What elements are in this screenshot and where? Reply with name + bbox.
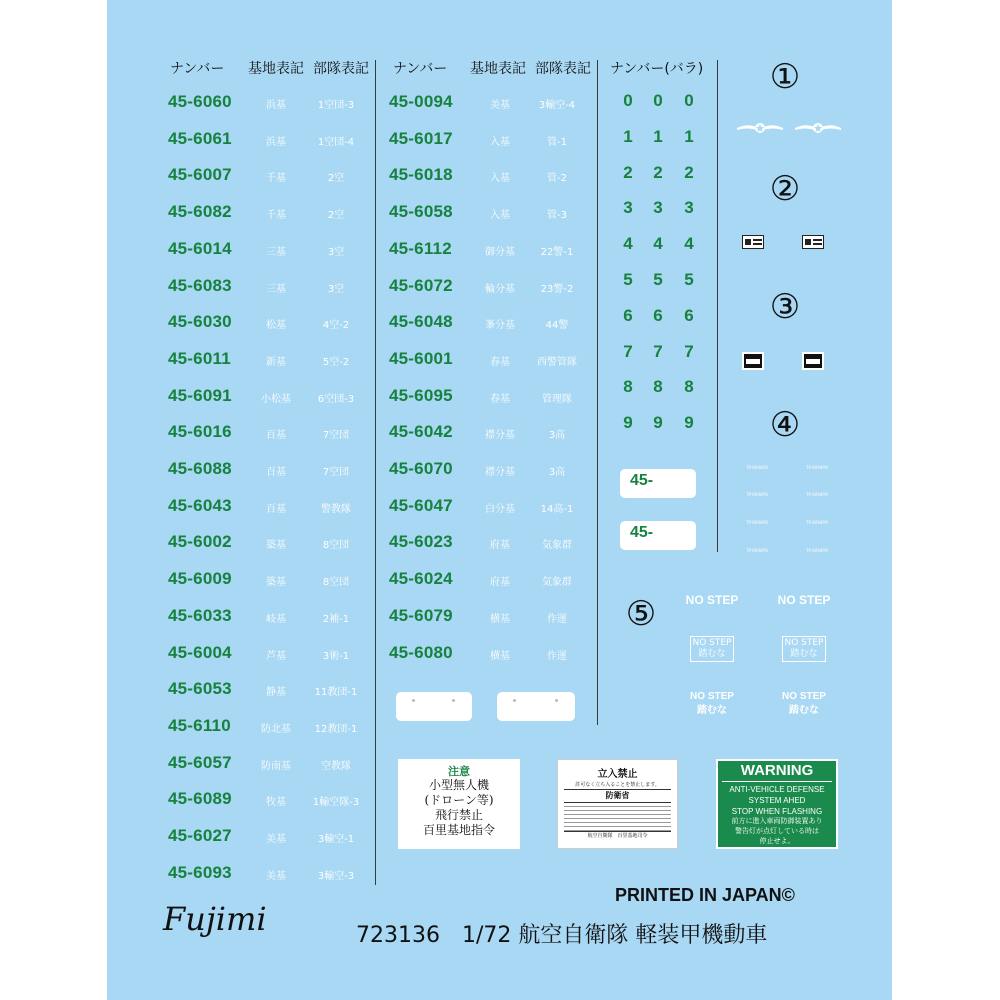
loose-digit: 6 [623, 305, 633, 325]
loose-digit: 3 [623, 198, 633, 218]
warning-line2: SYSTEM AHED [748, 796, 806, 805]
tiny-stencil: TP-6094PO [746, 520, 768, 525]
col3-number-header: ナンバー(バラ) [610, 61, 704, 77]
warning-line5: 警告灯が点灯している時は [735, 828, 819, 835]
no-step-stack-en: NO STEP [690, 691, 734, 702]
base-marking: 新基 [266, 356, 286, 368]
decal-number: 45-6017 [389, 128, 453, 148]
decal-number: 45-6088 [168, 459, 232, 478]
base-marking: 入基 [490, 136, 510, 148]
unit-marking: 1輸空隊-3 [312, 797, 360, 809]
tiny-stencil: TP-6094PO [746, 492, 768, 497]
wing-emblem-icon [793, 121, 843, 135]
entry-notice-footer: 航空自衛隊 百里基地司令 [587, 833, 648, 839]
decal-number: 45-6061 [168, 128, 232, 148]
no-step-stack-decal [690, 690, 734, 718]
base-marking: 白分基 [485, 503, 515, 515]
loose-digit: 2 [684, 162, 694, 182]
section-marker-3: ③ [769, 287, 801, 327]
base-marking: 松基 [266, 320, 286, 332]
unit-marking: 3高 [548, 430, 566, 442]
loose-digit: 5 [623, 270, 633, 289]
brand-logo: Fujimi [163, 900, 267, 938]
unit-marking: 3術-1 [322, 650, 350, 662]
unit-marking: 2空 [327, 210, 345, 222]
base-marking: 横基 [490, 650, 510, 662]
decal-number: 45-6057 [168, 752, 232, 772]
col2-base-header: 基地表記 [470, 61, 526, 77]
no-step-decal: NO STEP [777, 593, 831, 607]
tiny-stencil: TP-6094PO [806, 548, 828, 553]
unit-marking: 7空団 [322, 467, 350, 478]
base-marking: 浜基 [266, 100, 286, 111]
unit-marking: 空教隊 [321, 760, 351, 772]
base-marking: 防北基 [261, 723, 291, 735]
base-marking: 静基 [266, 687, 286, 699]
decal-number: 45-6011 [168, 348, 231, 368]
loose-digit: 6 [653, 305, 663, 325]
loose-digit: 7 [684, 341, 694, 361]
unit-marking: 14高-1 [540, 503, 574, 515]
no-step-box-decal [782, 636, 826, 662]
dark-marking-decal [802, 352, 824, 370]
entry-notice-title: 立入禁止 [597, 769, 638, 780]
col1-number-header: ナンバー [170, 61, 225, 77]
base-marking: 小松基 [261, 393, 291, 405]
base-marking: 御分基 [485, 246, 515, 258]
base-marking: 美基 [490, 100, 510, 111]
unit-marking: 12教団-1 [314, 723, 358, 735]
tiny-stencil: TP-6094PO [746, 548, 768, 553]
decal-number: 45-6095 [389, 385, 453, 405]
loose-digit: 9 [623, 413, 633, 433]
decal-number: 45-6027 [168, 826, 232, 845]
section-marker-5: ⑤ [625, 594, 657, 634]
no-step-stack-decal [782, 690, 826, 718]
loose-digit: 0 [653, 91, 663, 110]
no-step-stack-jp: 踏むな [697, 705, 727, 716]
unit-marking: 管理隊 [542, 393, 572, 405]
decal-number: 45-6001 [389, 348, 453, 368]
unit-marking: 1空団-3 [317, 100, 355, 111]
base-marking: 牧基 [266, 797, 286, 809]
base-marking: 輪分基 [485, 283, 515, 295]
base-marking: 美基 [266, 834, 286, 845]
base-marking: 春基 [490, 356, 510, 368]
unit-marking: 気象群 [542, 577, 572, 589]
unit-marking: 3輸空-3 [317, 870, 355, 882]
loose-digit: 6 [684, 305, 694, 325]
entry-notice-body [564, 802, 671, 832]
no-step-box-jp: 踏むな [790, 649, 818, 659]
decal-number: 45-6009 [168, 569, 232, 589]
unit-marking: 22警-1 [540, 246, 574, 258]
section-marker-4: ④ [769, 405, 801, 445]
column-divider [597, 60, 598, 725]
loose-digit: 4 [623, 234, 633, 254]
warning-line4: 前方に進入車両防御装置あり [731, 818, 823, 825]
entry-notice-authority: 防衛省 [564, 789, 671, 802]
decal-number: 45-6091 [168, 385, 232, 405]
base-marking: 百基 [266, 503, 286, 515]
base-marking: 入基 [490, 173, 510, 185]
loose-digit: 8 [684, 377, 694, 397]
warning-line3: STOP WHEN FLASHING [731, 807, 823, 816]
base-marking: 浜基 [266, 136, 286, 148]
wing-emblem-icon [735, 121, 785, 135]
base-marking: 防南基 [261, 760, 291, 772]
section-marker-1: ① [769, 57, 801, 97]
number-plate-decal [620, 521, 696, 550]
loose-digit: 0 [684, 91, 694, 110]
base-marking: 峯分基 [485, 320, 515, 332]
unit-marking: 11教団-1 [314, 687, 358, 699]
decal-number: 45-6014 [168, 238, 232, 258]
decal-number: 45-6089 [168, 789, 232, 809]
no-step-box-jp: 踏むな [698, 649, 726, 659]
base-marking: 百基 [266, 430, 286, 442]
no-step-box-decal [690, 636, 734, 662]
dark-marking-decal [742, 352, 764, 370]
unit-marking: 警教隊 [321, 503, 351, 515]
base-marking: 岐基 [266, 613, 286, 625]
decal-number: 45-6047 [389, 495, 453, 515]
drone-notice-line4: 百里基地指令 [422, 823, 495, 837]
base-marking: 築基 [266, 577, 286, 589]
section-marker-2: ② [769, 169, 801, 209]
loose-digit: 5 [684, 270, 694, 289]
number-plate-decal [620, 469, 696, 498]
loose-digit: 9 [684, 413, 694, 433]
decal-number: 45-6030 [168, 312, 232, 332]
unit-marking: 8空団 [322, 540, 350, 552]
loose-digit: 1 [653, 126, 663, 146]
drone-notice-line3: 飛行禁止 [434, 808, 483, 822]
base-marking: 三基 [266, 283, 286, 295]
decal-number: 45-6079 [389, 605, 453, 625]
decal-number: 45-6033 [168, 605, 232, 625]
loose-digit: 7 [623, 341, 633, 361]
plate-prefix: 45- [630, 524, 654, 541]
decal-number: 45-6070 [389, 459, 453, 478]
drone-notice-decal [398, 759, 520, 849]
decal-number: 45-6043 [168, 495, 232, 515]
unit-marking: 管-1 [547, 136, 567, 148]
base-marking: 府基 [490, 540, 510, 552]
decal-number: 45-6007 [168, 165, 232, 185]
decal-number: 45-6023 [389, 532, 453, 552]
tiny-stencil: TP-6094PO [806, 520, 828, 525]
base-marking: 入基 [490, 210, 510, 222]
warning-title: WARNING [722, 761, 832, 782]
no-step-stack-en: NO STEP [782, 691, 826, 702]
loose-digit: 4 [653, 234, 663, 254]
col1-base-header: 基地表記 [248, 61, 304, 77]
unit-marking: 3空 [327, 283, 345, 295]
loose-digit: 4 [684, 234, 694, 254]
unit-marking: 4空-2 [322, 320, 350, 332]
unit-marking: 3高 [548, 467, 566, 478]
loose-digit: 3 [653, 198, 663, 218]
decal-number: 45-6110 [168, 715, 231, 735]
tiny-stencil: TP-6094PO [806, 465, 828, 470]
blank-plate-decal [497, 692, 575, 721]
unit-marking: 気象群 [542, 540, 572, 552]
plate-prefix: 45- [630, 472, 654, 489]
no-step-box-en: NO STEP [784, 638, 824, 648]
unit-marking: 23警-2 [540, 283, 574, 295]
loose-digit: 1 [684, 126, 694, 146]
unit-marking: 3輸空-4 [538, 100, 576, 111]
decal-number: 45-6093 [168, 862, 232, 882]
decal-number: 45-6004 [168, 642, 232, 662]
decal-number: 45-6058 [389, 202, 453, 222]
base-marking: 府基 [490, 577, 510, 589]
unit-marking: 8空団 [322, 577, 350, 589]
unit-marking: 2空 [327, 173, 345, 185]
decal-number: 45-6080 [389, 642, 453, 662]
loose-digit: 9 [653, 413, 663, 433]
unit-marking: 管-3 [547, 210, 567, 222]
unit-marking: 2補-1 [322, 613, 350, 625]
decal-number: 45-6024 [389, 569, 453, 589]
loose-digit: 8 [653, 377, 663, 397]
base-marking: 横基 [490, 613, 510, 625]
warning-sign-decal [716, 759, 838, 849]
base-marking: 美基 [266, 870, 286, 882]
unit-marking: 6空団-3 [317, 393, 355, 405]
no-step-box-en: NO STEP [692, 638, 732, 648]
tiny-stencil: TP-6094PO [746, 465, 768, 470]
warning-line1: ANTI-VEHICLE DEFENSE [729, 785, 825, 794]
base-marking: 三基 [266, 246, 286, 258]
decal-number: 45-6053 [168, 679, 232, 699]
decal-number: 45-6072 [389, 275, 453, 295]
entry-notice-subtitle: 許可なく立ち入ることを禁止します。 [575, 782, 660, 788]
unit-marking: 7空団 [322, 430, 350, 442]
loose-digit: 2 [623, 162, 633, 182]
decal-number: 45-6016 [168, 422, 232, 442]
small-marking-decal [742, 235, 764, 249]
decal-number: 45-6042 [389, 422, 453, 442]
blank-plate-decal [396, 692, 472, 721]
no-step-decal: NO STEP [685, 593, 739, 607]
unit-marking: 西警管隊 [537, 356, 577, 368]
product-title: 723136 1/72 航空自衛隊 軽装甲機動車 [356, 923, 768, 948]
drone-notice-line2: (ドローン等) [424, 793, 494, 807]
unit-marking: 管-2 [547, 173, 567, 185]
unit-marking: 5空-2 [322, 356, 350, 368]
column-divider [375, 60, 376, 885]
base-marking: 襟分基 [485, 430, 515, 442]
decal-number: 45-6002 [168, 532, 232, 552]
unit-marking: 3輸空-1 [317, 834, 355, 845]
small-marking-decal [802, 235, 824, 249]
base-marking: 百基 [266, 467, 286, 478]
col1-unit-header: 部隊表記 [313, 61, 369, 77]
loose-digit: 0 [623, 91, 633, 110]
loose-digit: 7 [653, 341, 663, 361]
col2-unit-header: 部隊表記 [535, 61, 591, 77]
printed-in-japan: PRINTED IN JAPAN© [615, 885, 795, 905]
base-marking: 芦基 [266, 650, 286, 662]
loose-digit: 3 [684, 198, 694, 218]
unit-marking: 44警 [545, 320, 569, 332]
entry-prohibited-decal [557, 759, 678, 849]
warning-line6: 停止せよ。 [759, 838, 795, 845]
loose-digit: 1 [623, 126, 633, 146]
decal-number: 45-6048 [389, 312, 453, 332]
unit-marking: 作運 [547, 650, 567, 662]
decal-number: 45-6083 [168, 275, 232, 295]
drone-notice-title: 注意 [448, 765, 470, 778]
base-marking: 築基 [266, 540, 286, 552]
drone-notice-line1: 小型無人機 [428, 778, 489, 792]
loose-digit: 2 [653, 162, 663, 182]
no-step-stack-jp: 踏むな [789, 705, 819, 716]
base-marking: 千基 [266, 173, 286, 185]
unit-marking: 1空団-4 [317, 136, 355, 148]
decal-number: 45-0094 [389, 92, 453, 111]
unit-marking: 3空 [327, 246, 345, 258]
base-marking: 千基 [266, 210, 286, 222]
decal-number: 45-6060 [168, 92, 232, 111]
base-marking: 襟分基 [485, 467, 515, 478]
tiny-stencil: TP-6094PO [806, 492, 828, 497]
loose-digit: 8 [623, 377, 633, 397]
decal-number: 45-6112 [389, 238, 452, 258]
decal-number: 45-6018 [389, 165, 453, 185]
decal-number: 45-6082 [168, 202, 232, 222]
column-divider [717, 60, 718, 552]
base-marking: 春基 [490, 393, 510, 405]
loose-digit: 5 [653, 270, 663, 289]
col2-number-header: ナンバー [393, 61, 448, 77]
unit-marking: 作運 [547, 613, 567, 625]
